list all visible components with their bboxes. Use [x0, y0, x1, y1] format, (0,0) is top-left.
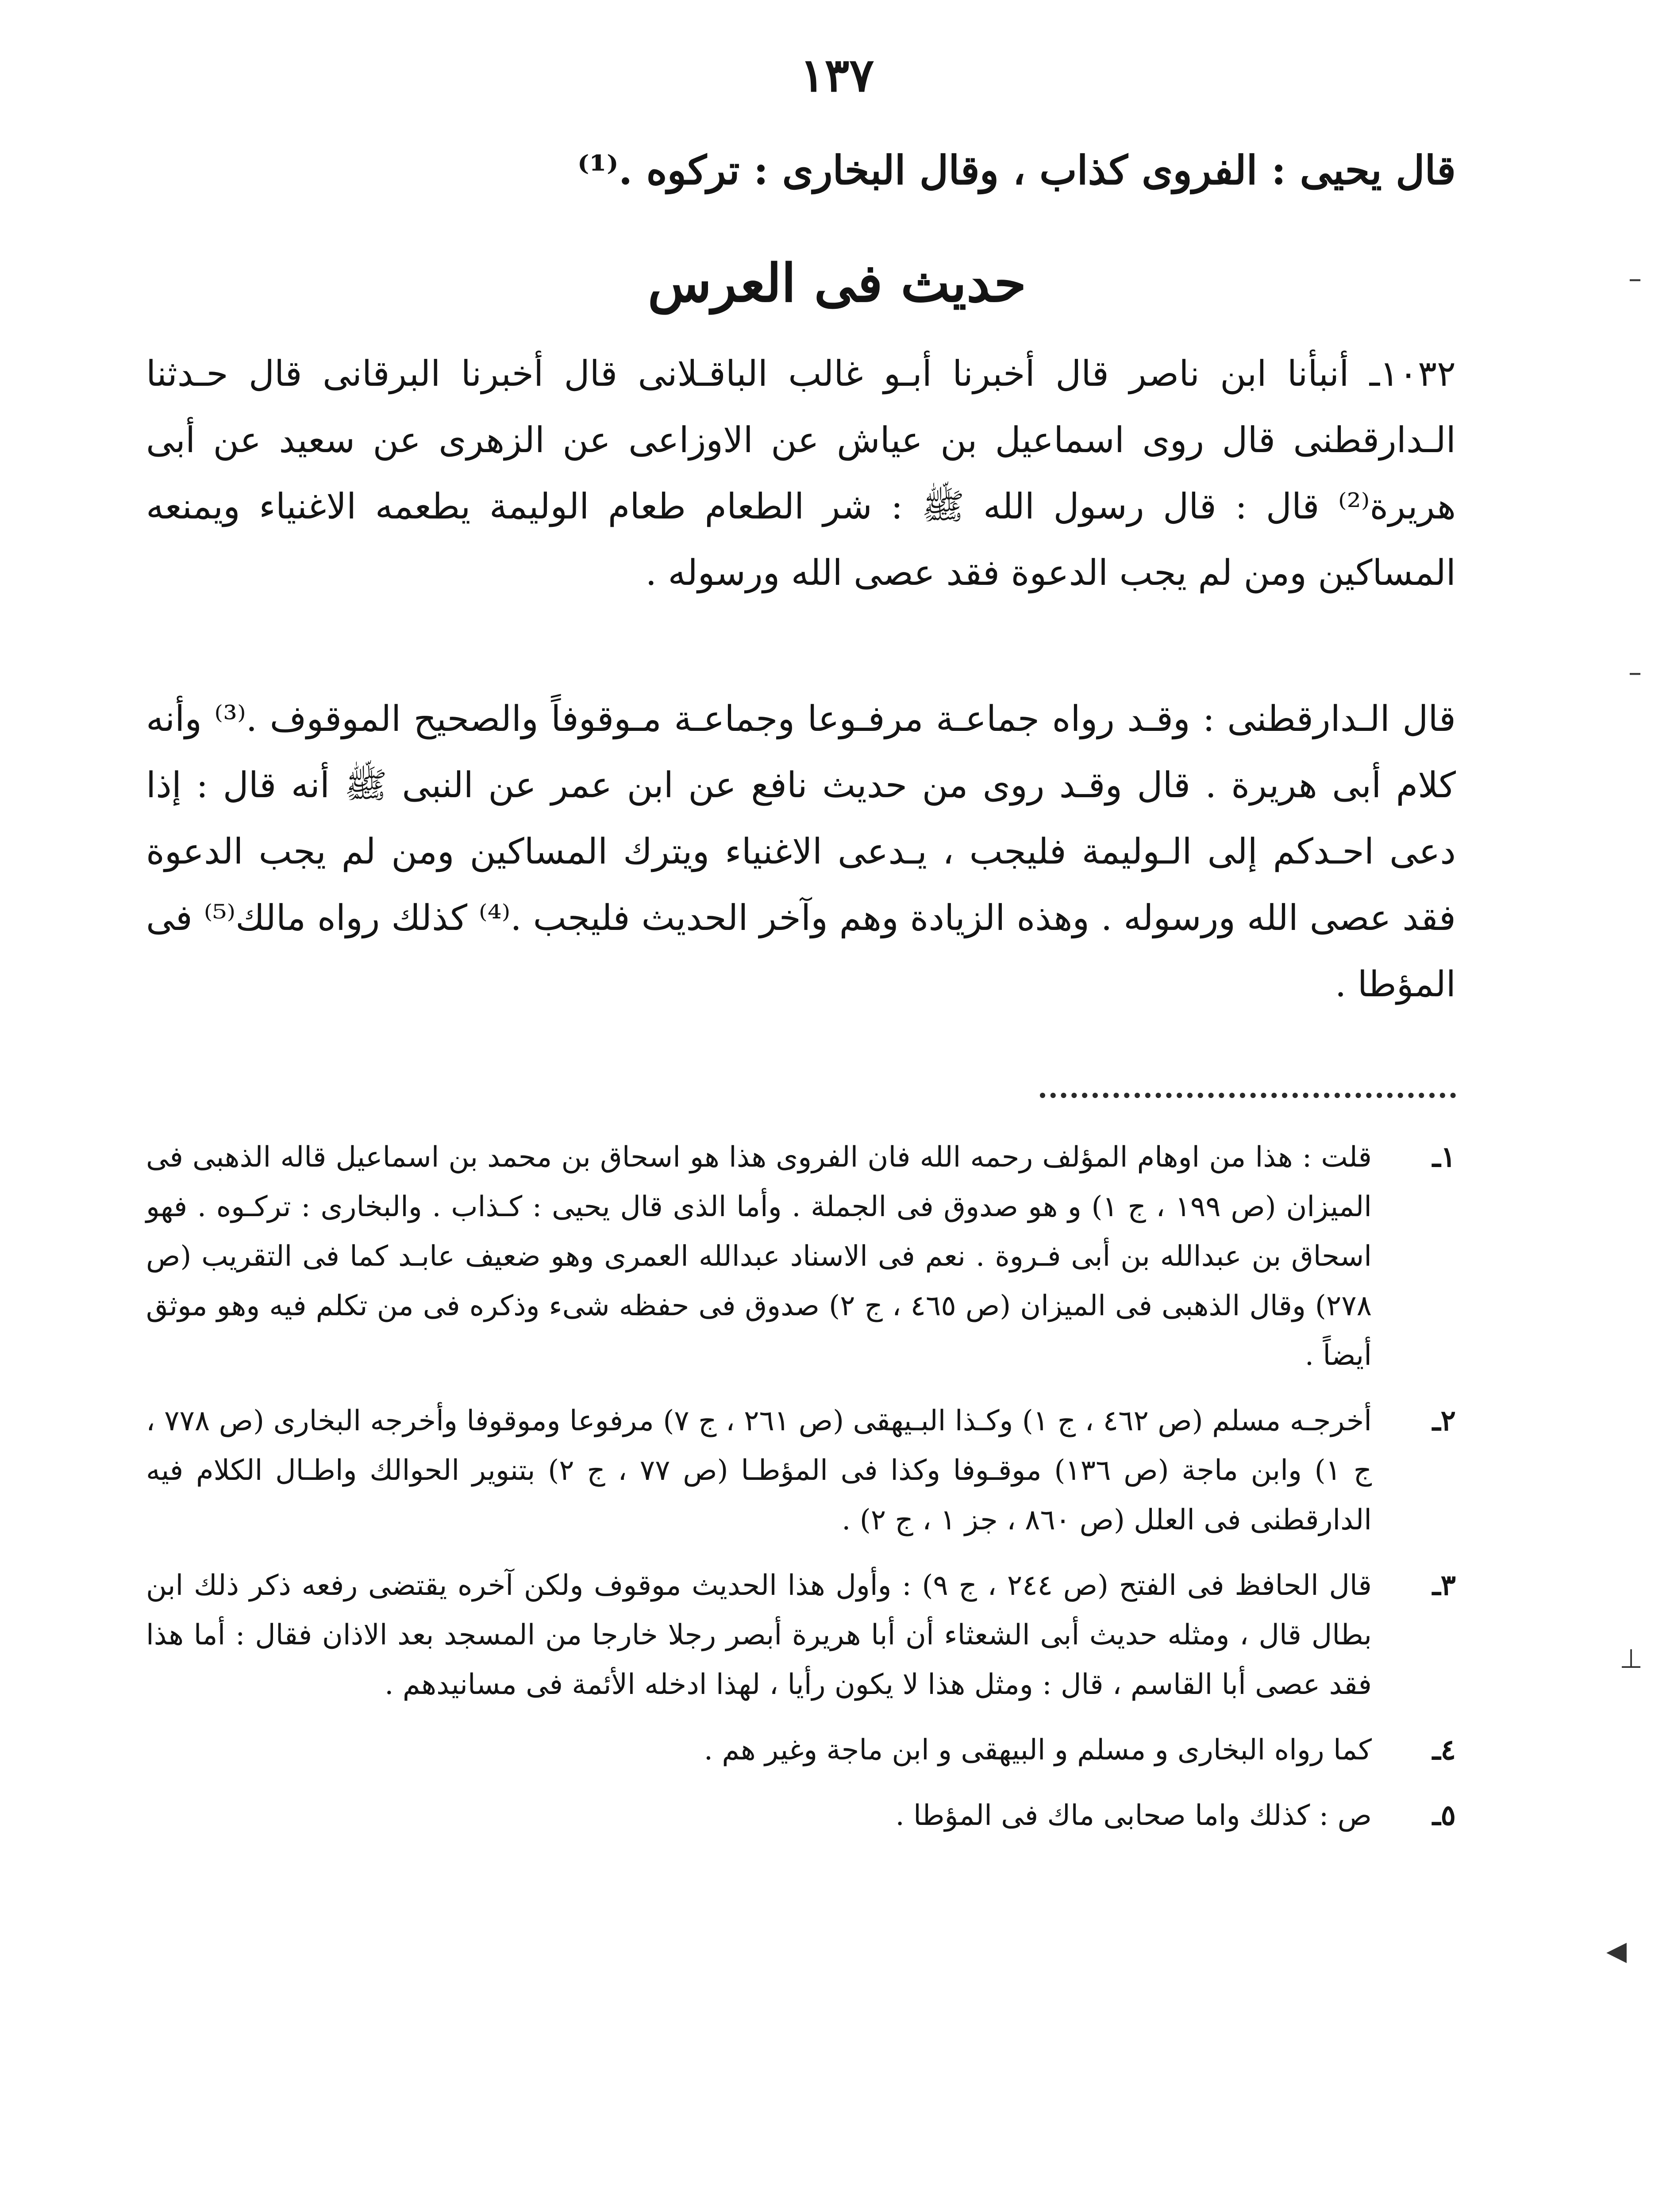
footnote-number: ٥ـ [1432, 1799, 1456, 1832]
page-number: ١٣٧ [800, 48, 874, 102]
footnote-item [146, 1561, 1456, 1709]
footnote-text: قال الحافظ فى الفتح (ص ٢٤٤ ، ج ٩) : وأول هذا الحديث موقوف ولكن آخره يقتضى رفعه ذكر ذلك ابن بطال قال ، ومثله حديث أبى الشعثاء أن أبا هريرة أبصر رجلا خارجا من المسجد بعد الاذان فقال : أما هذا فقد عصى أبا القاسم ، قال : ومثل هذا لا يكون رأيا ، لهذا ادخله الأئمة فى مسانيدهم . [146, 1569, 1372, 1701]
footnote-number: ١ـ [1432, 1141, 1456, 1174]
footnote-text: أخرجـه مسلم (ص ٤٦٢ ، ج ١) وكـذا البـيهقى (ص ٢٦١ ، ج ٧) مرفوعا وموقوفا وأخرجه البخارى (ص ٧٧٨ ، ج ١) وابن ماجة (ص ١٣٦) موقـوفا وكذا فى المؤطـا (ص ٧٧ ، ج ٢) بتنوير الحوالك واطـال الكلام فيه الدارقطنى فى العلل (ص ٨٦٠ ، جز ١ ، ج ٢) . [146, 1405, 1372, 1536]
section-title: حديث فى العرس [647, 252, 1027, 314]
header-note: قال يحيى : الفروى كذاب ، وقال البخارى : تركوه .⁽¹⁾ [577, 147, 1456, 194]
commentary-paragraph: قال الـدارقطنى : وقـد رواه جماعـة مرفـوعا وجماعـة مـوقوفاً والصحيح الموقوف .⁽³⁾ وأنه كلام أبى هريرة . قال وقـد روى من حديث نافع عن ابن عمر عن النبى ﷺ أنه قال : إذا دعى احـدكم إلى الـوليمة فليجب ، يـدعى الاغنياء ويترك المساكين ومن لم يجب الدعوة فقد عصى الله ورسوله . وهذه الزيادة وهم وآخر الحديث فليجب .⁽⁴⁾ كذلك رواه مالك⁽⁵⁾ فى المؤطا . [146, 698, 1456, 1005]
footnote-item [146, 1791, 1456, 1840]
margin-tick-mark: ⊥ [1620, 1644, 1643, 1674]
margin-dash-mark: – [1628, 657, 1642, 688]
footnote-number: ٣ـ [1432, 1569, 1456, 1602]
footnotes-section [146, 1133, 1456, 1856]
hadith-paragraph: ١٠٣٢ـ أنبأنا ابن ناصر قال أخبرنا أبـو غالب الباقـلانى قال أخبرنا البرقانى قال حـدثنا الـدارقطنى قال روى اسماعيل بن عياش عن الاوزاعى عن الزهرى عن سعيد عن أبى هريرة⁽²⁾ قال : قال رسول الله ﷺ : شر الطعام طعام الوليمة يطعمه الاغنياء ويمنعه المساكين ومن لم يجب الدعوة فقد عصى الله ورسوله . [146, 353, 1456, 593]
footnote-text: ص : كذلك واما صحابى ماك فى المؤطا . [895, 1799, 1372, 1832]
footnote-item [146, 1396, 1456, 1545]
margin-dash-mark: – [1628, 263, 1642, 294]
footnote-number: ٤ـ [1432, 1733, 1456, 1767]
footnote-text: كما رواه البخارى و مسلم و البيهقى و ابن ماجة وغير هم . [704, 1734, 1372, 1767]
footnote-text: قلت : هذا من اوهام المؤلف رحمه الله فان الفروى هذا هو اسحاق بن محمد بن اسماعيل قاله الذهبى فى الميزان (ص ١٩٩ ، ج ١) و هو صدوق فى الجملة . وأما الذى قال يحيى : كـذاب . والبخارى : تركـوه . فهو اسحاق بن عبدالله بن أبى فـروة . نعم فى الاسناد عبدالله العمرى وهو ضعيف عابـد كما فى التقريب (ص ٢٧٨) وقال الذهبى فى الميزان (ص ٤٦٥ ، ج ٢) صدوق فى حفظه شىء وذكره فى من تكلم فيه وهو موثق أيضاً . [146, 1141, 1372, 1372]
margin-arrow-mark: ◀ [1606, 1936, 1627, 1966]
footnote-number: ٢ـ [1432, 1404, 1456, 1437]
footnote-item [146, 1133, 1456, 1380]
footnote-divider [1040, 1093, 1456, 1098]
footnote-item [146, 1725, 1456, 1775]
